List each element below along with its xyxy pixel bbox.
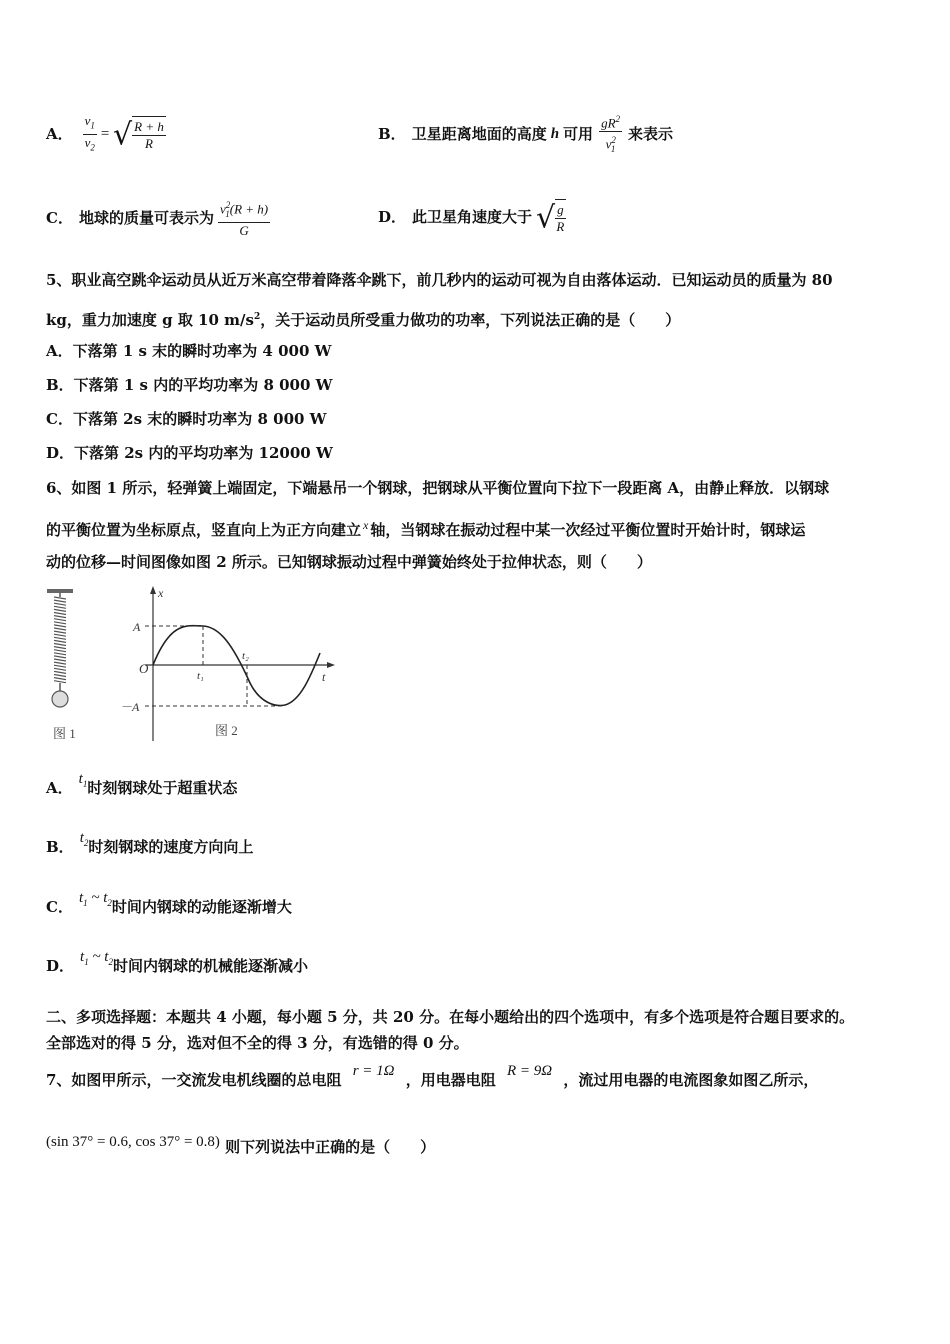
option-label: B．: [46, 838, 74, 856]
q6-stem-line3: 动的位移—时间图像如图 2 所示。已知钢球振动过程中弹簧始终处于拉伸状态，则（ ）: [46, 553, 652, 571]
q6-option-c: [46, 890, 292, 923]
denominator: R: [556, 219, 565, 234]
spring-coil: [54, 606, 66, 608]
label-t: t: [322, 670, 326, 684]
option-text: 时刻钢球的速度方向向上: [88, 838, 254, 856]
option-label: D．: [46, 957, 75, 975]
q7-stem-line1: [46, 1063, 819, 1091]
figure1-spring: [47, 589, 73, 707]
option-text: 时间内钢球的机械能逐渐减小: [112, 957, 308, 975]
option-label: C．: [46, 898, 73, 916]
spring-coil: [54, 665, 66, 667]
spring-coil: [54, 659, 66, 661]
sub: 2: [108, 957, 113, 967]
sub: 2: [83, 838, 89, 848]
q4-option-b: [378, 106, 673, 162]
spring-coil: [54, 613, 66, 615]
q5-option-b: B．下落第 1 s 内的平均功率为 8 000 W: [46, 376, 333, 394]
option-label: B．: [378, 125, 406, 143]
option-text: 此卫星角速度大于: [412, 208, 533, 226]
r-expression: r = 1Ω: [352, 1063, 395, 1079]
text: 则下列说法中正确的是（ ）: [225, 1138, 436, 1156]
spring-coil: [54, 675, 66, 677]
steel-ball: [52, 691, 68, 707]
var: t: [78, 890, 84, 906]
option-text: 时刻钢球处于超重状态: [87, 779, 238, 797]
var: t: [79, 830, 84, 846]
option-label: C．: [46, 209, 73, 227]
ratio-fraction: [83, 113, 97, 155]
spring-coil: [54, 662, 66, 664]
arrow-right: [327, 662, 335, 668]
spring-coil: [54, 628, 66, 630]
equals-sign: =: [99, 126, 111, 142]
q5-stem-line2: [46, 307, 680, 330]
numerator-rest: (R + h): [229, 201, 269, 217]
radical-sign: √: [113, 117, 133, 153]
radical-sign: √: [536, 200, 556, 236]
t-range: [80, 949, 113, 965]
option-text: 卫星距离地面的高度: [411, 125, 547, 143]
mass-fraction: [218, 197, 270, 239]
option-text: 时间内钢球的动能逐渐增大: [111, 898, 292, 916]
sub: 1: [90, 120, 95, 131]
spring-coil: [54, 634, 66, 636]
spring-coil: [54, 640, 66, 642]
spring-coil: [54, 603, 66, 605]
sup: 2: [611, 135, 616, 146]
section2-heading-line2: 全部选对的得 5 分，选对但不全的得 3 分，有选错的得 0 分。: [46, 1034, 469, 1052]
denominator: v: [84, 134, 91, 150]
option-text: 可用: [563, 125, 594, 143]
q4-option-a: [46, 112, 166, 156]
figures-svg: [45, 583, 345, 748]
option-text: 来表示: [628, 125, 674, 143]
variable-x: x: [363, 518, 369, 532]
spring-coil: [54, 678, 66, 680]
option-text: 地球的质量可表示为: [78, 209, 214, 227]
t-range: [79, 890, 112, 906]
spring-coil: [54, 637, 66, 639]
tilde: ~ t: [87, 890, 108, 906]
sqrt-expression: [536, 199, 566, 235]
spring-coil: [54, 653, 66, 655]
section2-heading-line1: 二、多项选择题：本题共 4 小题，每小题 5 分，共 20 分。在每小题给出的四个选项中，有多个选项是符合题目要求的。: [46, 1008, 855, 1026]
spring-coil: [54, 625, 66, 627]
var: t: [80, 949, 85, 965]
sup: 2: [225, 200, 231, 211]
numerator: v: [84, 112, 91, 128]
option-label: D．: [378, 208, 407, 226]
spring-coil: [54, 656, 66, 658]
figure2-graph: [120, 586, 335, 741]
spring-coil: [54, 622, 66, 624]
denominator: G: [239, 222, 249, 238]
sub: 1: [225, 208, 230, 219]
label-x: x: [158, 586, 164, 600]
q6-figures: [45, 583, 345, 752]
height-fraction: [599, 111, 622, 157]
q5-stem-line1: 5、职业高空跳伞运动员从近万米高空带着降落伞跳下，前几秒内的运动可视为自由落体运动．已知运动员的质量为 80: [46, 271, 833, 289]
spring-coil: [54, 616, 66, 618]
sub: 1: [84, 957, 89, 967]
denominator: R: [145, 136, 153, 151]
spring-coil: [54, 681, 66, 683]
sqrt-fraction: [132, 119, 166, 152]
label-O: O: [139, 661, 149, 676]
sub: 1: [83, 898, 88, 908]
tilde: ~ t: [88, 949, 109, 965]
sub: 1: [82, 779, 88, 789]
option-label: A．: [46, 779, 73, 797]
text: ，关于运动员所受重力做功的功率，下列说法正确的是（ ）: [260, 311, 681, 329]
q5-option-c: C．下落第 2s 末的瞬时功率为 8 000 W: [46, 410, 327, 428]
text: kg，重力加速度 g 取 10 m/s: [46, 311, 254, 329]
spring-coil: [54, 600, 66, 602]
spring-coil: [54, 647, 66, 649]
spring-coil: [54, 631, 66, 633]
q5-option-d: D．下落第 2s 内的平均功率为 12000 W: [46, 444, 333, 462]
option-label: A．: [46, 125, 73, 143]
spring-coil: [54, 597, 66, 599]
spring-coil: [54, 609, 66, 611]
text: ，流过用电器的电流图象如图乙所示，: [563, 1071, 819, 1089]
label-A: A: [133, 620, 141, 634]
numerator-v: v: [219, 201, 226, 217]
fig1-caption: 图 1: [53, 726, 76, 741]
q6-option-d: [46, 949, 308, 982]
label-t2: t₂: [242, 650, 249, 662]
t-symbol: [80, 830, 89, 846]
var: t: [78, 771, 83, 787]
spring-coil: [54, 671, 66, 673]
R-expression: R = 9Ω: [506, 1063, 553, 1079]
numerator: gR: [601, 115, 616, 131]
spring-coil: [54, 619, 66, 621]
q6-stem-line1: 6、如图 1 所示，轻弹簧上端固定，下端悬吊一个钢球，把钢球从平衡位置向下拉下一段距离 A，由静止释放．以钢球: [46, 479, 830, 497]
variable-h: h: [550, 126, 560, 142]
sub: 2: [90, 142, 95, 153]
label-t1: t₁: [197, 670, 204, 682]
sqrt-expression: [113, 116, 166, 152]
q6-stem-line2: [46, 515, 805, 540]
spring-coil: [54, 668, 66, 670]
trig-values: (sin 37° = 0.6, cos 37° = 0.8): [46, 1134, 220, 1150]
sup: 2: [615, 113, 621, 124]
q6-option-a: [46, 771, 238, 804]
q4-option-c: [46, 195, 270, 241]
sub: 2: [107, 898, 112, 908]
q4-option-d: [378, 191, 566, 243]
fig2-caption: 图 2: [215, 723, 238, 738]
numerator: g: [557, 202, 564, 217]
spring-coil: [54, 650, 66, 652]
text: 7、如图甲所示，一交流发电机线圈的总电阻: [46, 1071, 342, 1089]
text: 的平衡位置为坐标原点，竖直向上为正方向建立: [46, 521, 362, 539]
q7-stem-line2: [46, 1134, 436, 1158]
numerator: R + h: [134, 119, 164, 134]
spring-coil: [54, 644, 66, 646]
sqrt-fraction: [555, 202, 566, 235]
denominator: v: [605, 136, 612, 152]
q6-option-b: [46, 830, 254, 863]
text: 轴，当钢球在振动过程中某一次经过平衡位置时开始计时，钢球运: [370, 521, 806, 539]
text: ，用电器电阻: [405, 1071, 496, 1089]
arrow-up: [150, 586, 156, 594]
t-symbol: [79, 771, 88, 787]
sup: 2: [253, 312, 261, 322]
q5-option-a: A．下落第 1 s 末的瞬时功率为 4 000 W: [46, 342, 332, 360]
label-negA: －A: [120, 700, 140, 714]
sub: 1: [610, 144, 616, 155]
